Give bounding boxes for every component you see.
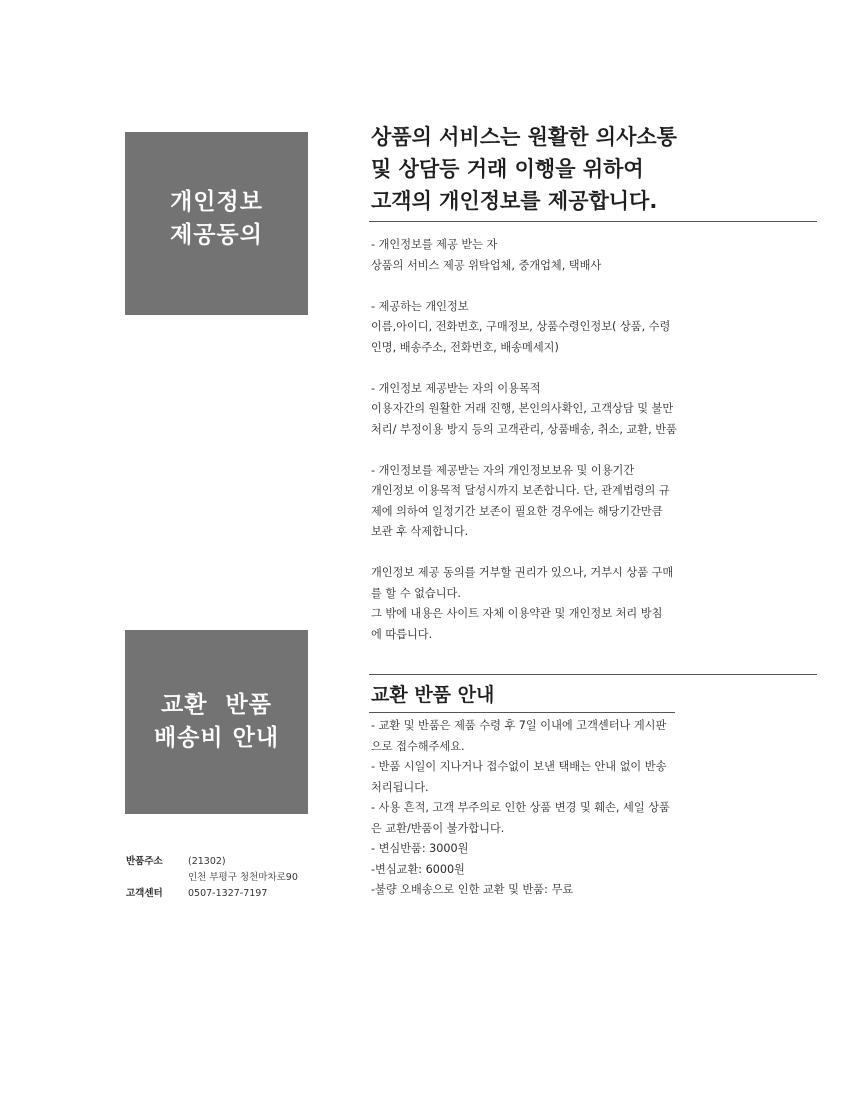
text-line: 개인정보 제공 동의를 거부할 권리가 있으나, 거부시 상품 구매 xyxy=(371,566,674,579)
privacy-consent-box xyxy=(125,132,308,315)
return-zip: (21302) xyxy=(188,856,226,867)
exchange-details xyxy=(371,716,691,901)
privacy-details xyxy=(371,235,691,645)
text-line: 그 밖에 내용은 사이트 자체 이용약관 및 개인정보 처리 방침 xyxy=(371,607,663,620)
text-line: - 사용 흔적, 고객 부주의로 인한 상품 변경 및 훼손, 세일 상품 xyxy=(371,801,670,814)
text-line: - 반품 시일이 지나거나 접수없이 보낸 택배는 안내 없이 반송 xyxy=(371,760,667,773)
exchange-return-box xyxy=(125,630,308,814)
text-line: - 개인정보를 제공 받는 자 xyxy=(371,238,498,251)
text-line: 이용자간의 원활한 거래 진행, 본인의사확인, 고객상담 및 불만 xyxy=(371,402,674,415)
text-line: 에 따릅니다. xyxy=(371,627,433,641)
text-line: 제에 의하여 일정기간 보존이 필요한 경우에는 해당기간만큼 xyxy=(371,504,663,518)
customer-center-phone: 0507-1327-7197 xyxy=(188,888,268,899)
headline-line: 상품의 서비스는 원활한 의사소통 xyxy=(371,125,677,149)
text-line: 상품의 서비스 제공 위탁업체, 중개업체, 택배사 xyxy=(371,258,602,272)
divider xyxy=(369,674,817,675)
text-line: 이름,아이디, 전화번호, 구매정보, 상품수령인정보( 상품, 수령 xyxy=(371,320,671,333)
privacy-consent-title-line2: 제공동의 xyxy=(170,221,263,248)
text-line: -불량 오배송으로 인한 교환 및 반품: 무료 xyxy=(371,883,574,896)
text-line: 인명, 배송주소, 전화번호, 배송메세지) xyxy=(371,340,559,354)
exchange-box-title-line1: 교환 반품 xyxy=(161,692,272,718)
return-address-label: 반품주소 xyxy=(126,856,163,867)
text-line: 은 교환/반품이 불가합니다. xyxy=(371,821,505,835)
headline-line: 및 상담등 거래 이행을 위하여 xyxy=(371,157,644,181)
contact-info xyxy=(126,854,298,902)
text-line: - 개인정보를 제공받는 자의 개인정보보유 및 이용기간 xyxy=(371,463,635,477)
text-line: 개인정보 이용목적 달성시까지 보존합니다. 단, 관계법령의 규 xyxy=(371,484,670,497)
text-line: 으로 접수해주세요. xyxy=(371,739,465,753)
divider xyxy=(369,712,675,713)
text-line: - 개인정보 제공받는 자의 이용목적 xyxy=(371,381,541,395)
text-line: -변심교환: 6000원 xyxy=(371,862,465,876)
return-address: 인천 부평구 청천마차로90 xyxy=(188,872,298,883)
text-line: 처리됩니다. xyxy=(371,780,429,794)
exchange-section-title: 교환 반품 안내 xyxy=(371,684,495,706)
text-line: - 제공하는 개인정보 xyxy=(371,299,469,313)
privacy-consent-title-line1: 개인정보 xyxy=(170,188,263,215)
text-line: 보관 후 삭제합니다. xyxy=(371,525,469,538)
text-line: 처리/ 부정이용 방지 등의 고객관리, 상품배송, 취소, 교환, 반품 xyxy=(371,422,677,436)
customer-center-label: 고객센터 xyxy=(126,888,163,899)
headline-line: 고객의 개인정보를 제공합니다. xyxy=(371,189,658,213)
exchange-box-title-line2: 배송비 안내 xyxy=(153,725,280,751)
text-line: - 변심반품: 3000원 xyxy=(371,842,469,855)
privacy-headline xyxy=(371,121,811,217)
text-line: - 교환 및 반품은 제품 수령 후 7일 이내에 고객센터나 게시판 xyxy=(371,719,667,732)
text-line: 를 할 수 없습니다. xyxy=(371,586,461,600)
divider xyxy=(369,221,817,222)
